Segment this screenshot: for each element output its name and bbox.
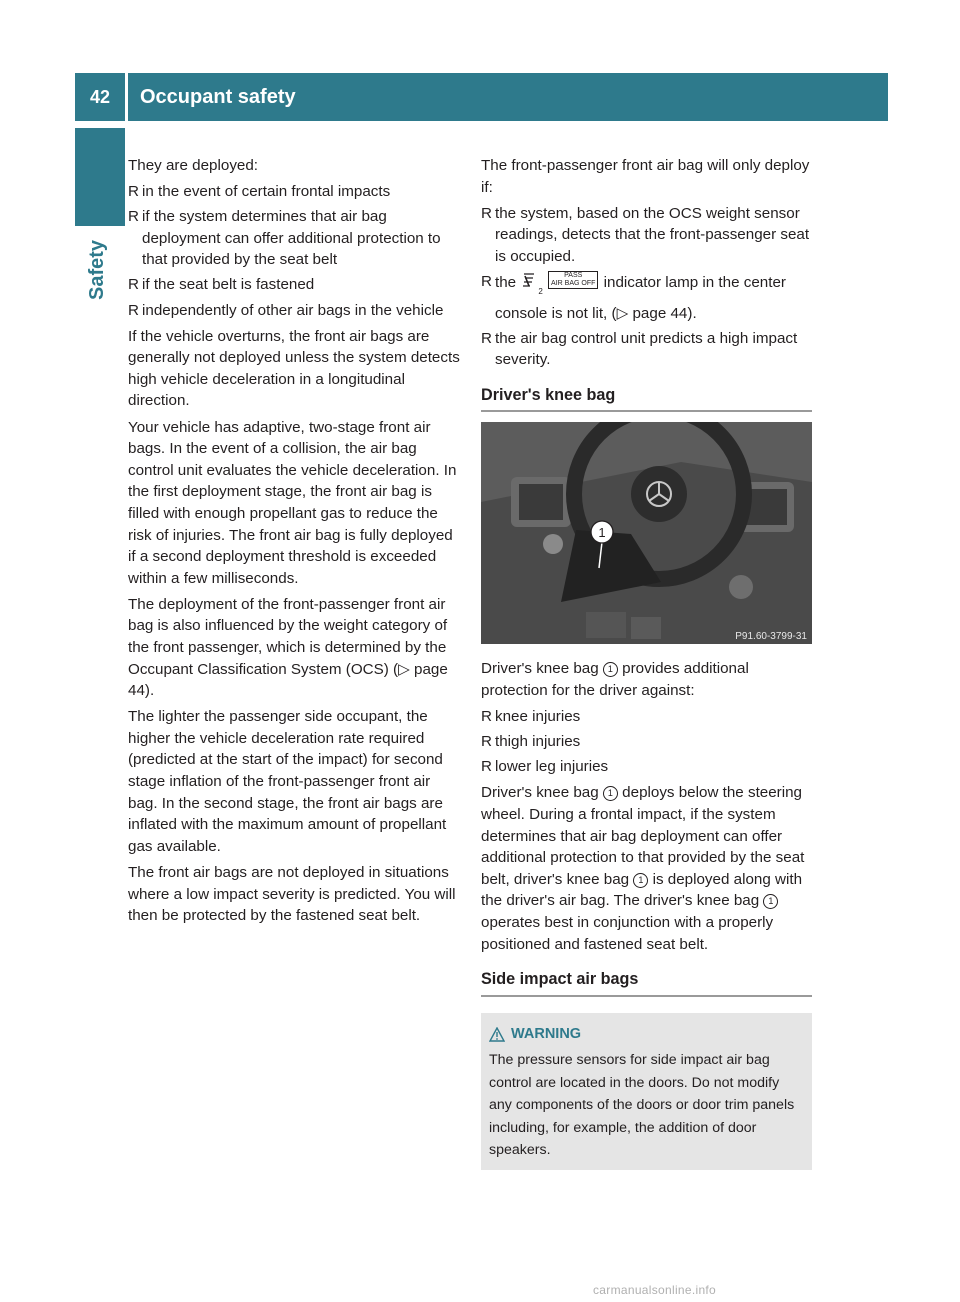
bullet-icon: R [128,301,139,319]
callout-ref: 1 [633,873,648,888]
dashboard-illustration [481,422,812,644]
knee-bag-paragraph-1: Driver's knee bag 1 provides additional protection for the driver against: [481,660,749,700]
bullet-icon: R [128,276,139,294]
list-item: R independently of other air bags in the vehicle [128,300,462,322]
callout-ref: 1 [603,662,618,677]
bullet-icon: R [481,733,492,751]
ocs-paragraph: The deployment of the front-passenger front air bag is also influenced by the weight category of the front passenger, which is determined by the Occupant Classification System (OCS) (▷ page 44). [128,595,448,700]
deploy-intro: They are deployed: [128,157,259,174]
section-tab [75,128,125,226]
list-item: R thigh injuries [481,731,812,753]
passenger-intro: The front-passenger front air bag will only deploy if: [481,157,810,196]
footer-watermark: carmanualsonline.info [593,1283,717,1297]
knee-bag-photo [481,422,812,644]
left-column [128,155,462,931]
knee-bag-heading: Driver's knee bag [481,385,812,413]
overturn-paragraph: If the vehicle overturns, the front air bags are generally not deployed unless the system detects high vehicle deceleration in a longitudinal direction. [128,327,460,410]
list-item: R if the system determines that air bag deployment can offer additional protection to that provided by the seat belt [128,208,441,269]
callout-ref: 1 [763,894,778,909]
two-stage-paragraph: Your vehicle has adaptive, two-stage front air bags. In the event of a collision, the air bag control unit evaluates the vehicle deceleration. In the first deployment stage, the front air bag is filled with enough propellant gas to reduce the risk of injuries. The front air bag is fully deployed if a second deployment threshold is exceeded within a few milliseconds. [128,418,457,587]
warning-triangle-icon [489,1027,505,1042]
page-number: 42 [75,73,125,121]
low-impact-paragraph: The front air bags are not deployed in situations where a low impact severity is predicted. You will then be protected by the fastened seat belt. [128,863,456,925]
knee-bag-protection-list [481,706,812,778]
page-ref-link[interactable]: page 44). [632,304,697,322]
list-item: R knee injuries [481,706,812,728]
bullet-icon: R [481,758,492,776]
list-item: R in the event of certain frontal impacts [128,181,462,203]
bullet-icon: R [128,183,139,201]
inflation-paragraph: The lighter the passenger side occupant, the higher the vehicle deceleration rate required (predicted at the start of the impact) for second stage inflation of the front-passenger front air bag. In the second stage, the front air bags are inflated with the maximum amount of propellant gas available. [128,708,447,855]
warning-text: The pressure sensors for side impact air bag control are located in the doors. Do not modify any components of the doors or door trim panels including, for example, the addition of door speakers. [489,1052,795,1159]
knee-bag-paragraph-2: Driver's knee bag 1 deploys below the steering wheel. During a frontal impact, if the system determines that air bag deployment can offer additional protection to that provided by the seat belt, driver's knee bag 1 is deployed along with the driver's air bag. The driver's knee bag 1 operates best in conjunction with a properly positioned and fastened seat belt. [481,784,805,953]
side-impact-heading: Side impact air bags [481,969,812,997]
page-ref-link[interactable]: page 44). [128,660,448,700]
list-item: R the system, based on the OCS weight sensor readings, detects that the front-passenger seat is occupied. [481,204,810,265]
list-item: R lower leg injuries [481,756,812,778]
deploy-list [128,181,462,321]
section-label: Safety [86,239,108,300]
passenger-conditions-list [481,203,812,371]
photo-callout: 1 [598,525,606,541]
seat-occupant-icon: 2 [520,272,542,303]
bullet-icon: R [128,208,139,226]
bullet-icon: R [481,272,492,290]
right-column [481,155,812,1170]
bullet-icon: R [481,329,492,347]
list-item: R the air bag control unit predicts a high impact severity. [481,329,798,369]
page-title: Occupant safety [128,73,888,121]
photo-code: P91.60-3799-31 [735,631,807,643]
page-ref-arrow-icon: ▷ [616,304,629,322]
page-ref-arrow-icon: ▷ [398,660,410,678]
list-item: R the $_2$ PASS AIR BAG OFF indicator lamp in the center console is not lit, (▷ page 44). [481,271,786,322]
callout-ref: 1 [603,786,618,801]
bullet-icon: R [481,708,492,726]
warning-box [481,1013,812,1170]
bullet-icon: R [481,204,492,222]
warning-title: WARNING [511,1025,582,1042]
list-item: R if the seat belt is fastened [128,274,462,296]
pass-airbag-off-icon: PASS AIR BAG OFF [548,271,598,289]
